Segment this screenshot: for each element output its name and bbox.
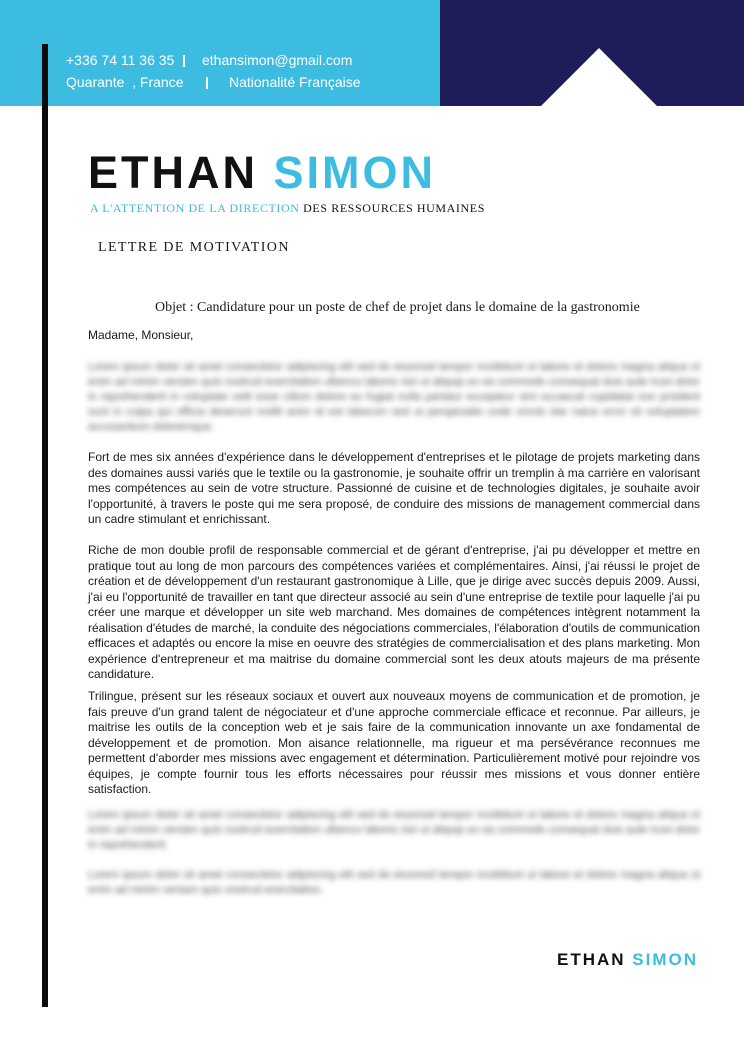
attention-highlight: A L'ATTENTION DE LA DIRECTION [90, 201, 300, 215]
nationality: Nationalité Française [229, 74, 361, 90]
body-paragraph-2: Riche de mon double profil de responsable commercial et de gérant d'entreprise, j'ai pu développer et mettre en pratique tout au long de mon parcours des compétences variées et complémentaires. Ainsi, j'ai réussi le projet de création et de développement d'un restaurant gastronomique à Lille, que je dirige avec succès depuis 2009. Aussi, j'ai eu l'opportunité de travailler en tant que directeur associé au sein d'une entreprise de textile pour laquelle j'ai pu créer une marque et développer un site web marchand. Mes domaines de compétences intègrent notamment la réalisation d'études de marché, la conduite des négociations commerciales, l'élaboration d'outils de communication efficaces et adaptés ou encore la mise en oeuvre des stratégies de commercialisation et des plans marketing. Mon expérience d'entrepreneur et ma maitrise du domaine commercial sont les deux atouts majeurs de ma présente candidature. [88, 543, 700, 681]
signature-first-name: ETHAN [557, 950, 626, 969]
signature-last-name: SIMON [632, 950, 699, 969]
salutation: Madame, Monsieur, [88, 328, 194, 342]
subject-line: Objet : Candidature pour un poste de chef de projet dans le domaine de la gastronomie [155, 300, 640, 315]
contact-separator [183, 55, 185, 67]
header-triangle-notch [541, 48, 657, 106]
candidate-name [88, 146, 436, 200]
contact-separator [206, 77, 208, 89]
attention-line [90, 201, 485, 216]
phone-number: +336 74 11 36 35 [66, 52, 175, 68]
signature-name [557, 950, 698, 970]
blurred-intro-paragraph: Lorem ipsum dolor sit amet consectetur adipiscing elit sed do eiusmod tempor incididunt ut labore et dolore magna aliqua ut enim ad minim veniam quis nostrud exercitation ullamco laboris nisi ut aliquip ex ea commodo consequat duis aute irure dolor in reprehenderit in voluptate velit esse cillum dolore eu fugiat nulla pariatur excepteur sint occaecat cupidatat non proident sunt in culpa qui officia deserunt mollit anim id est laborum sed ut perspiciatis unde omnis iste natus error sit voluptatem accusantium doloremque. [88, 361, 700, 433]
left-vertical-bar [42, 44, 48, 1007]
email-address: ethansimon@gmail.com [202, 52, 353, 68]
last-name: SIMON [273, 147, 437, 198]
first-name: ETHAN [88, 147, 258, 198]
blurred-paragraph: Lorem ipsum dolor sit amet consectetur adipiscing elit sed do eiusmod tempor incididunt ut labore et dolore magna aliqua ut enim ad minim veniam quis nostrud exercitation ullamco laboris nisi ut aliquip ex ea commodo consequat duis aute irure dolor in reprehenderit. [88, 809, 700, 851]
body-paragraph-1: Fort de mes six années d'expérience dans le développement d'entreprises et le pilotage de projets marketing dans des domaines aussi variés que le textile ou la gastronomie, je souhaite offrir un tremplin à ma carrière en valorisant mes compétences au sein de votre structure. Passionné de cuisine et de technologies digitales, je souhaite avoir l'opportunité, à travers le poste qui me sera proposé, de conduire des missions de management commercial dans un cadre stimulant et enrichissant. [88, 450, 700, 526]
blurred-closing: Lorem ipsum dolor sit amet consectetur adipiscing elit sed do eiusmod tempor incididunt ut labore et dolore magna aliqua ut enim ad minim veniam quis nostrud exercitation. [88, 869, 700, 896]
body-paragraph-3: Trilingue, présent sur les réseaux sociaux et ouvert aux nouveaux moyens de communication et de promotion, je fais preuve d'un grand talent de négociateur et d'une approche commerciale efficace et reconnue. Par ailleurs, je maitrise les outils de la conception web et je sais faire de la communication innovante un axe fondamental de développement et de promotion. Mon aisance relationnelle, ma rigueur et ma persévérance reconnues me permettent d'aborder mes missions avec engagement et détermination. Particulièrement motivé pour rejoindre vos équipes, je compte fournir tous les efforts nécessaires pour réussir mes missions et vous donner entière satisfaction. [88, 689, 700, 796]
attention-rest: DES RESSOURCES HUMAINES [299, 201, 485, 215]
location: Quarante , France [66, 74, 184, 90]
document-type: LETTRE DE MOTIVATION [98, 240, 290, 255]
